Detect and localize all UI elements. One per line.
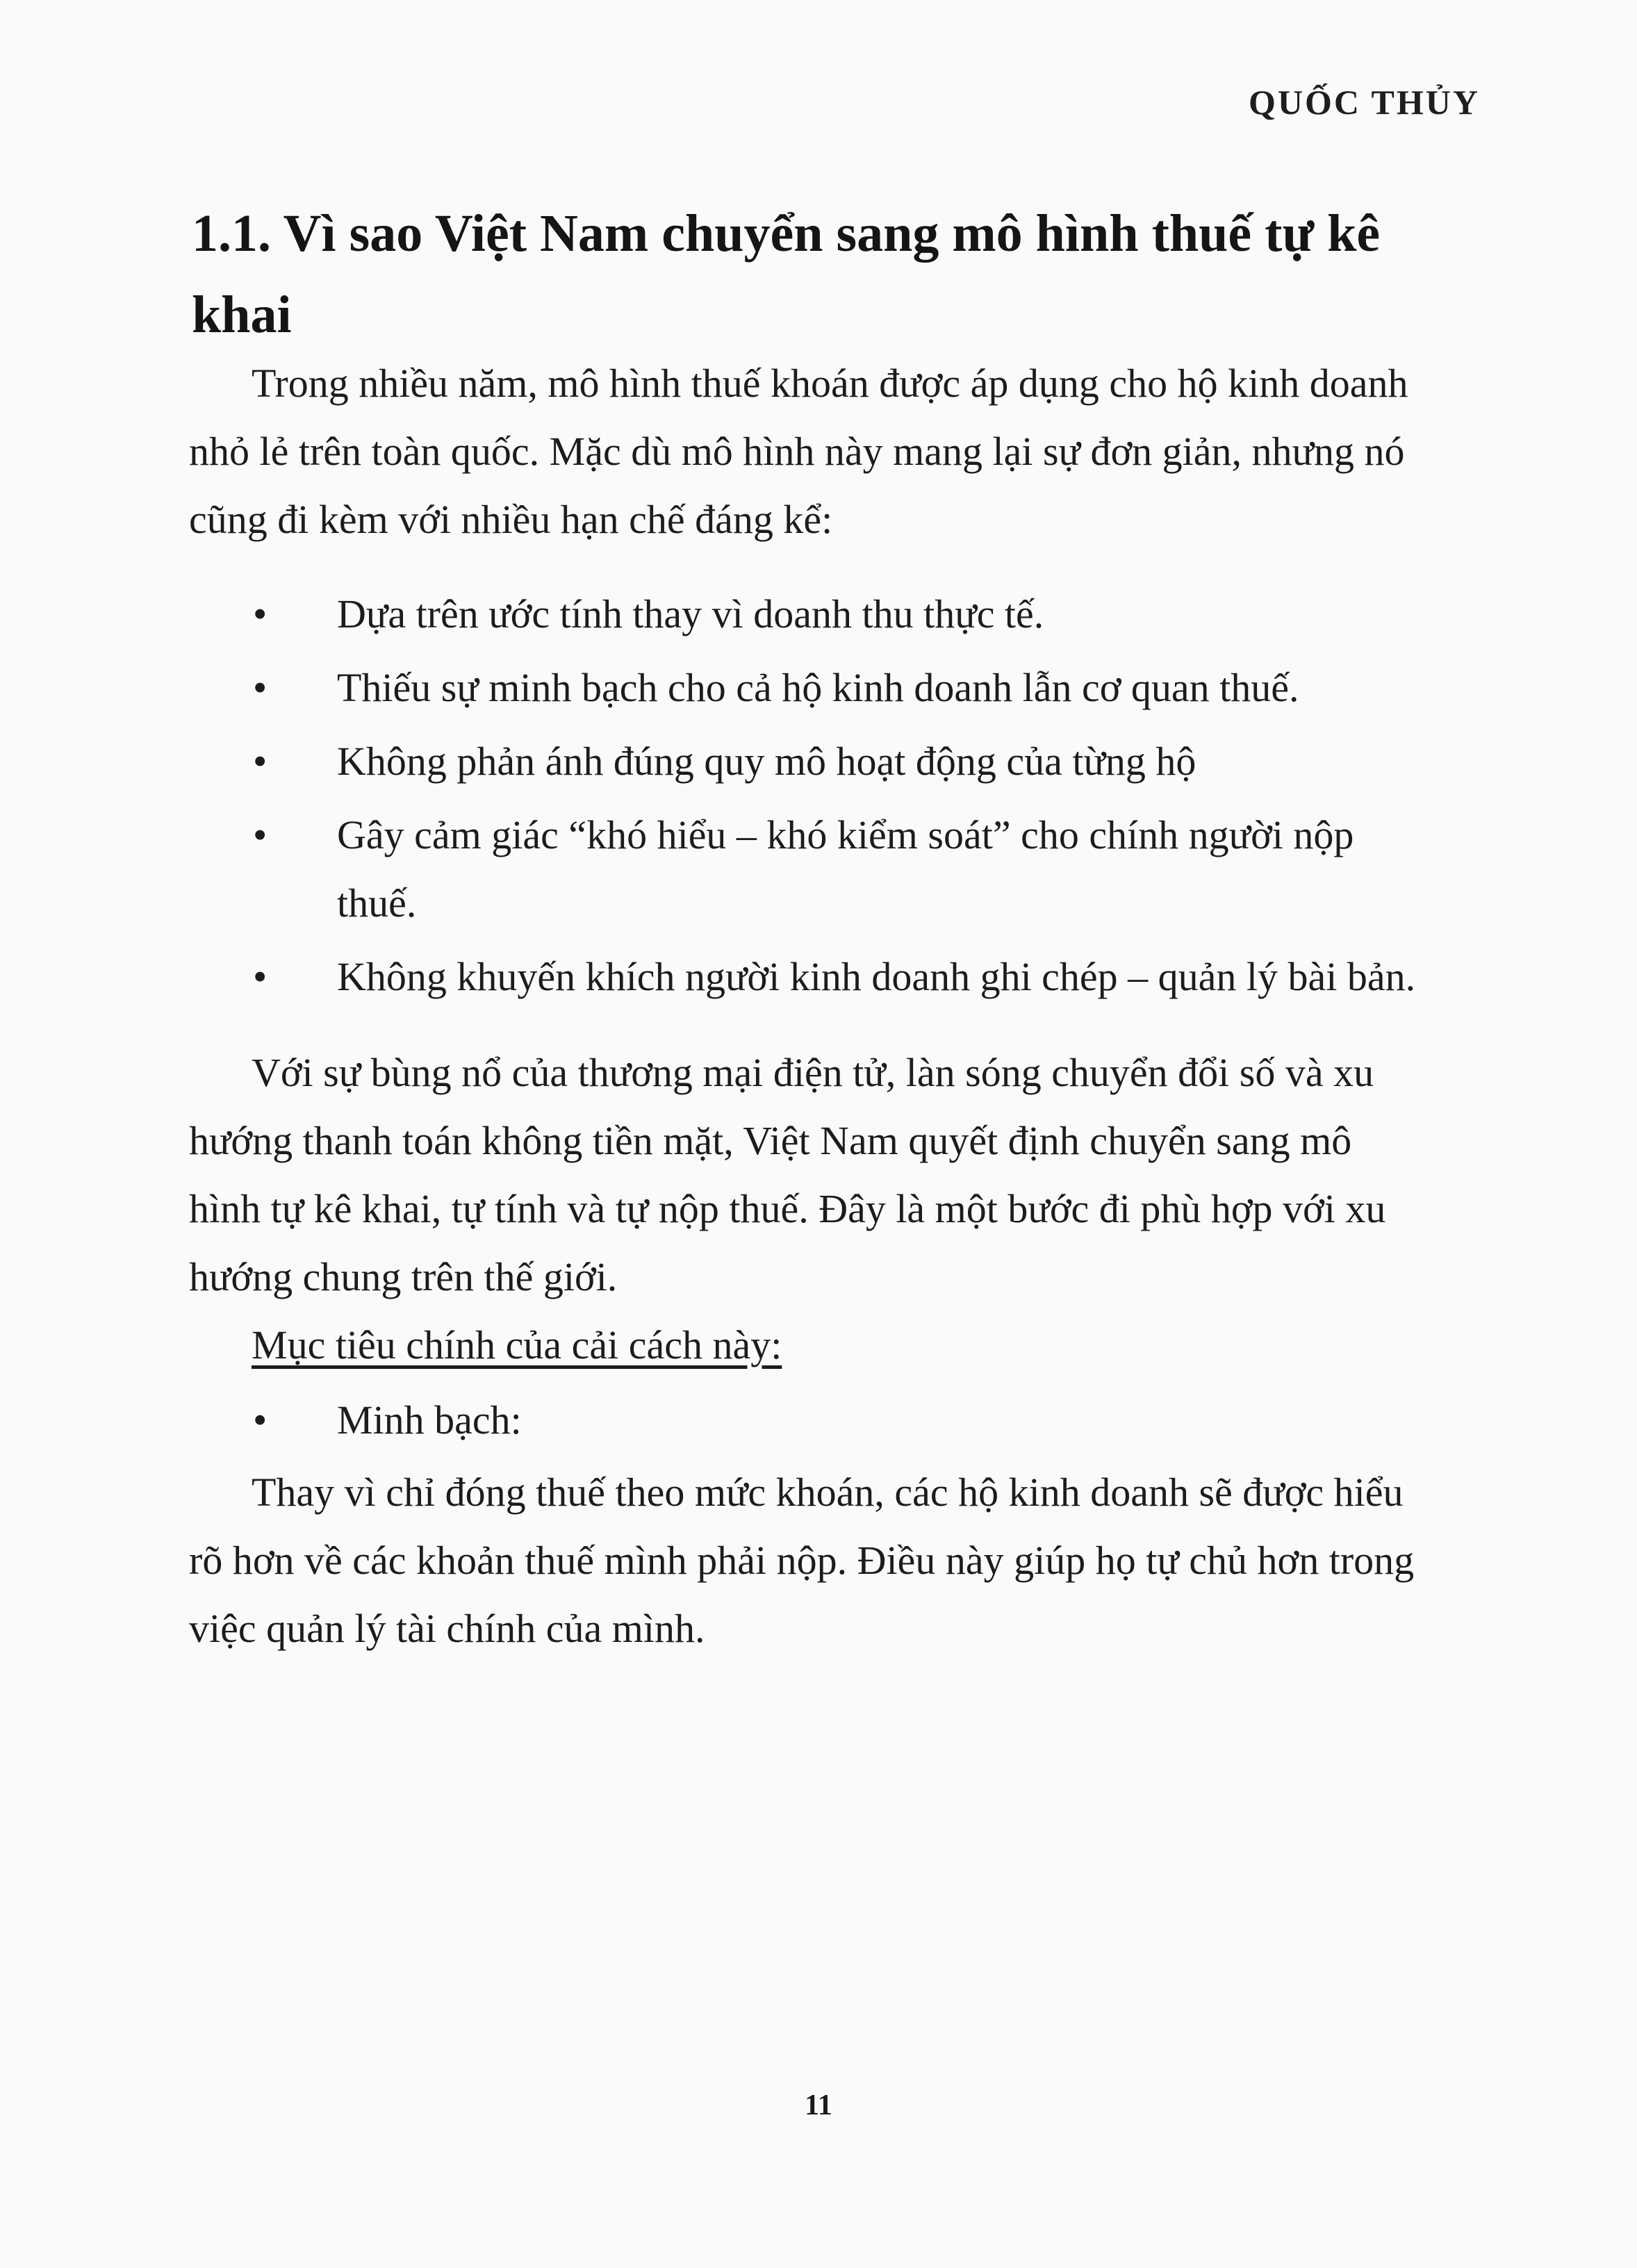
digital-transformation-paragraph: Với sự bùng nổ của thương mại điện tử, làn sóng chuyển đổi số và xu hướng thanh toán không tiền mặt, Việt Nam quyết định chuyển sang mô hình tự kê khai, tự tính và tự nộp thuế. Đây là một bước đi phù hợp với xu hướng chung trên thế giới.	[189, 1050, 1386, 1299]
list-item-text: Dựa trên ước tính thay vì doanh thu thực tế.	[337, 591, 1044, 636]
list-item-text: Không khuyến khích người kinh doanh ghi chép – quản lý bài bản.	[337, 954, 1416, 999]
list-item	[189, 654, 1433, 722]
transparency-paragraph: Thay vì chỉ đóng thuế theo mức khoán, các hộ kinh doanh sẽ được hiểu rõ hơn về các khoản thuế mình phải nộp. Điều này giúp họ tự chủ hơn trong việc quản lý tài chính của mình.	[189, 1470, 1415, 1651]
list-item-text: Thiếu sự minh bạch cho cả hộ kinh doanh lẫn cơ quan thuế.	[337, 665, 1299, 710]
bullet-icon: •	[253, 812, 268, 857]
goals-heading	[189, 1311, 1433, 1379]
list-item-text: Không phản ánh đúng quy mô hoạt động của từng hộ	[337, 739, 1196, 784]
list-item	[189, 943, 1433, 1011]
goal-transparency-label: Minh bạch:	[337, 1397, 522, 1443]
intro-paragraph: Trong nhiều năm, mô hình thuế khoán được áp dụng cho hộ kinh doanh nhỏ lẻ trên toàn quốc. Mặc dù mô hình này mang lại sự đơn giản, nhưng nó cũng đi kèm với nhiều hạn chế đáng kể:	[189, 361, 1408, 542]
bullet-icon: •	[253, 954, 268, 999]
running-header: QUỐC THỦY	[1248, 83, 1480, 122]
list-item	[189, 801, 1433, 937]
goals-list	[189, 1386, 1433, 1454]
list-item	[189, 580, 1433, 648]
page-number: 11	[805, 2089, 832, 2121]
list-item	[189, 728, 1433, 796]
bullet-icon: •	[253, 665, 268, 710]
list-item-text: Gây cảm giác “khó hiểu – khó kiểm soát” cho chính người nộp thuế.	[337, 812, 1354, 926]
goals-heading-text: Mục tiêu chính của cải cách này:	[252, 1322, 782, 1367]
bullet-icon: •	[253, 739, 268, 784]
page-body	[189, 350, 1433, 1663]
section-title: 1.1. Vì sao Việt Nam chuyển sang mô hình thuế tự kê khai	[192, 204, 1381, 344]
list-item	[189, 1386, 1433, 1454]
bullet-icon: •	[253, 1397, 268, 1443]
limitations-list	[189, 580, 1433, 1011]
bullet-icon: •	[253, 591, 268, 636]
